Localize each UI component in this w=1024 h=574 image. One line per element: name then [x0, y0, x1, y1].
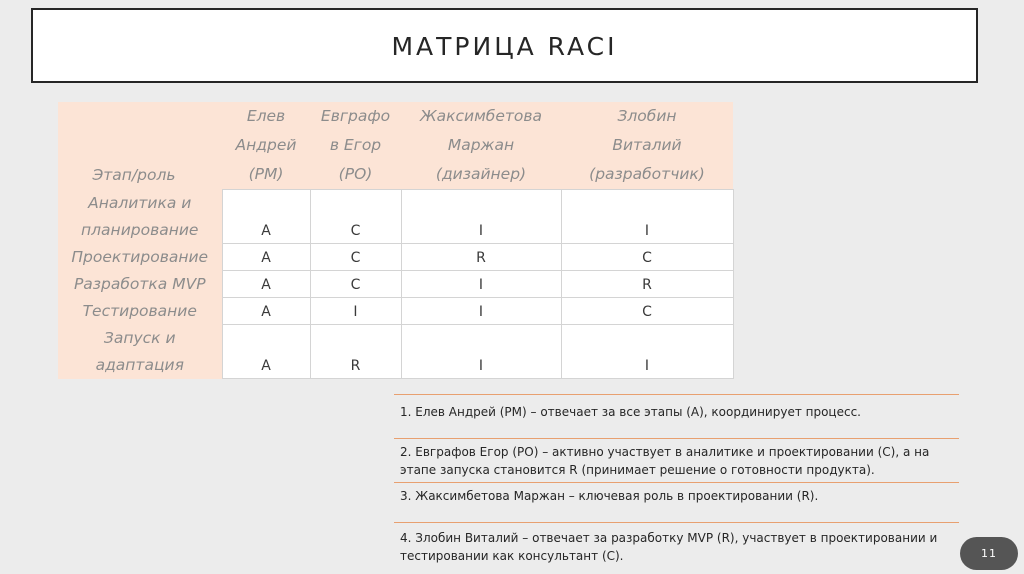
table-row: [58, 298, 733, 325]
stage-cell: Запуск и адаптация: [58, 325, 222, 379]
header-pm: Елев Андрей (PM): [222, 102, 310, 190]
raci-cell: C: [561, 298, 733, 325]
stage-cell: Тестирование: [58, 298, 222, 325]
raci-cell: C: [310, 190, 401, 244]
page-number: 11: [981, 547, 997, 560]
page-number-badge: [960, 537, 1018, 570]
note-item: 3. Жаксимбетова Маржан – ключевая роль в проектировании (R).: [394, 482, 959, 522]
title-box: [31, 8, 978, 83]
note-item: 4. Злобин Виталий – отвечает за разработку MVP (R), участвует в проектировании и тестировании как консультант (C).: [394, 522, 959, 564]
table-row: [58, 325, 733, 379]
stage-cell: Проектирование: [58, 244, 222, 271]
raci-cell: C: [561, 244, 733, 271]
raci-cell: C: [310, 244, 401, 271]
stage-cell: Разработка MVP: [58, 271, 222, 298]
raci-cell: I: [401, 298, 561, 325]
raci-cell: I: [401, 190, 561, 244]
raci-cell: I: [561, 325, 733, 379]
table-row: [58, 271, 733, 298]
raci-cell: A: [222, 271, 310, 298]
raci-table: [58, 102, 734, 379]
raci-cell: A: [222, 190, 310, 244]
note-item: 2. Евграфов Егор (PO) – активно участвует в аналитике и проектировании (C), а на этапе запуска становится R (принимает решение о готовности продукта).: [394, 438, 959, 482]
note-item: 1. Елев Андрей (PM) – отвечает за все этапы (A), координирует процесс.: [394, 394, 959, 438]
raci-cell: R: [561, 271, 733, 298]
header-stage-role: Этап/роль: [58, 102, 222, 190]
header-row: [58, 102, 733, 190]
header-po: Евграфо в Егор (PO): [310, 102, 401, 190]
raci-cell: I: [310, 298, 401, 325]
table-row: [58, 244, 733, 271]
raci-cell: A: [222, 325, 310, 379]
table-row: [58, 190, 733, 244]
raci-cell: I: [401, 325, 561, 379]
raci-cell: A: [222, 298, 310, 325]
notes-list: [394, 394, 959, 564]
raci-cell: A: [222, 244, 310, 271]
raci-cell: R: [310, 325, 401, 379]
header-designer: Жаксимбетова Маржан (дизайнер): [401, 102, 561, 190]
slide-title: МАТРИЦА RACI: [391, 32, 618, 61]
raci-cell: R: [401, 244, 561, 271]
header-developer: Злобин Виталий (разработчик): [561, 102, 733, 190]
raci-cell: I: [561, 190, 733, 244]
stage-cell: Аналитика и планирование: [58, 190, 222, 244]
raci-cell: I: [401, 271, 561, 298]
raci-cell: C: [310, 271, 401, 298]
